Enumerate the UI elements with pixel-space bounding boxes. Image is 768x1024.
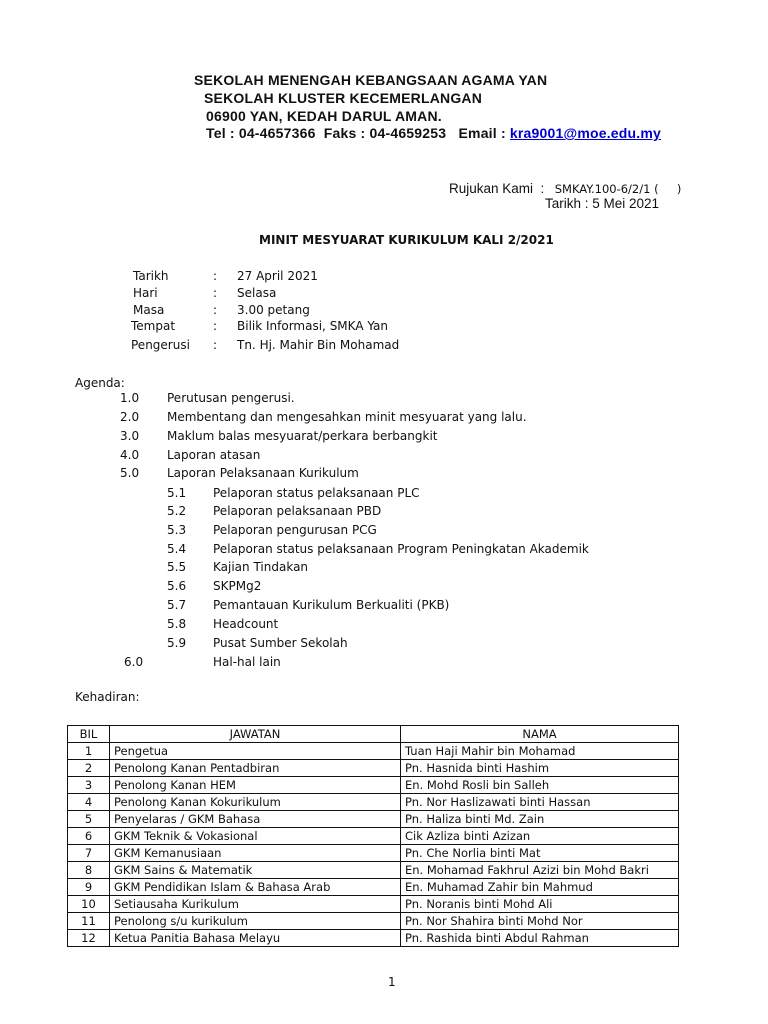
- row-name: Pn. Haliza binti Md. Zain: [401, 811, 679, 828]
- detail-value: Selasa: [237, 286, 277, 300]
- agenda-heading: Agenda:: [75, 376, 125, 390]
- detail-value: Tn. Hj. Mahir Bin Mohamad: [237, 338, 400, 352]
- row-name: Pn. Hasnida binti Hashim: [401, 760, 679, 777]
- row-position: GKM Sains & Matematik: [110, 862, 401, 879]
- email-link[interactable]: kra9001@moe.edu.my: [509, 125, 662, 141]
- row-number: 4: [68, 794, 110, 811]
- agenda-subnumber: 5.6: [167, 579, 187, 593]
- row-number: 3: [68, 777, 110, 794]
- attendance-heading: Kehadiran:: [75, 690, 140, 704]
- agenda-subitem: Kajian Tindakan: [213, 560, 309, 574]
- agenda-subitem: Pelaporan pelaksanaan PBD: [213, 504, 382, 518]
- table-row: [68, 794, 679, 811]
- row-position: GKM Pendidikan Islam & Bahasa Arab: [110, 879, 401, 896]
- reference-label: Rujukan Kami :: [449, 181, 545, 196]
- row-position: Penolong Kanan HEM: [110, 777, 401, 794]
- contact-text: Tel : 04-4657366 Faks : 04-4659253 Email :: [206, 125, 510, 141]
- row-name: En. Mohamad Fakhrul Azizi bin Mohd Bakri: [401, 862, 679, 879]
- detail-separator: :: [213, 286, 218, 300]
- table-row: [68, 777, 679, 794]
- row-number: 5: [68, 811, 110, 828]
- detail-label: Tarikh: [133, 269, 169, 283]
- agenda-subitem: Pelaporan status pelaksanaan Program Peningkatan Akademik: [213, 542, 589, 556]
- agenda-number: 3.0: [120, 429, 140, 443]
- table-row: [68, 743, 679, 760]
- row-position: Ketua Panitia Bahasa Melayu: [110, 930, 401, 947]
- row-name: Pn. Nor Shahira binti Mohd Nor: [401, 913, 679, 930]
- row-position: Penolong s/u kurikulum: [110, 913, 401, 930]
- agenda-subitem: Pelaporan status pelaksanaan PLC: [213, 486, 420, 500]
- table-row: [68, 879, 679, 896]
- school-name: SEKOLAH MENENGAH KEBANGSAAN AGAMA YAN: [194, 72, 548, 88]
- agenda-subnumber: 5.7: [167, 598, 187, 612]
- column-header: BIL: [68, 726, 110, 743]
- agenda-number: 4.0: [120, 448, 140, 462]
- agenda-item: Hal-hal lain: [213, 655, 281, 669]
- detail-value: Bilik Informasi, SMKA Yan: [237, 319, 388, 333]
- agenda-subnumber: 5.8: [167, 617, 187, 631]
- agenda-item: Maklum balas mesyuarat/perkara berbangkit: [167, 429, 438, 443]
- detail-separator: :: [213, 338, 218, 352]
- row-number: 1: [68, 743, 110, 760]
- row-name: Tuan Haji Mahir bin Mohamad: [401, 743, 679, 760]
- table-row: [68, 930, 679, 947]
- row-position: GKM Kemanusiaan: [110, 845, 401, 862]
- detail-label: Pengerusi: [131, 338, 190, 352]
- row-number: 8: [68, 862, 110, 879]
- row-position: Pengetua: [110, 743, 401, 760]
- row-number: 12: [68, 930, 110, 947]
- agenda-item: Laporan Pelaksanaan Kurikulum: [167, 466, 359, 480]
- row-name: En. Muhamad Zahir bin Mahmud: [401, 879, 679, 896]
- agenda-item: Membentang dan mengesahkan minit mesyuarat yang lalu.: [167, 410, 527, 424]
- agenda-subitem: Headcount: [213, 617, 279, 631]
- table-row: [68, 862, 679, 879]
- table-row: [68, 760, 679, 777]
- row-name: Pn. Rashida binti Abdul Rahman: [401, 930, 679, 947]
- column-header: NAMA: [401, 726, 679, 743]
- row-number: 2: [68, 760, 110, 777]
- agenda-subitem: Pelaporan pengurusan PCG: [213, 523, 377, 537]
- row-position: Penolong Kanan Kokurikulum: [110, 794, 401, 811]
- agenda-subitem: Pemantauan Kurikulum Berkualiti (PKB): [213, 598, 450, 612]
- row-position: Penyelaras / GKM Bahasa: [110, 811, 401, 828]
- reference-date: Tarikh : 5 Mei 2021: [545, 196, 660, 211]
- agenda-subitem: SKPMg2: [213, 579, 262, 593]
- reference-number: SMKAY.100-6/2/1 ( ): [554, 182, 682, 196]
- page-number: 1: [388, 975, 396, 989]
- row-number: 9: [68, 879, 110, 896]
- row-position: Setiausaha Kurikulum: [110, 896, 401, 913]
- detail-label: Masa: [133, 303, 165, 317]
- detail-separator: :: [213, 303, 218, 317]
- row-number: 7: [68, 845, 110, 862]
- row-number: 11: [68, 913, 110, 930]
- detail-label: Hari: [133, 286, 158, 300]
- row-name: Cik Azliza binti Azizan: [401, 828, 679, 845]
- agenda-item: Laporan atasan: [167, 448, 261, 462]
- school-contact: [206, 125, 661, 141]
- school-address: 06900 YAN, KEDAH DARUL AMAN.: [206, 108, 442, 124]
- detail-value: 3.00 petang: [237, 303, 310, 317]
- row-number: 10: [68, 896, 110, 913]
- detail-label: Tempat: [131, 319, 176, 333]
- table-row: [68, 811, 679, 828]
- agenda-number: 2.0: [120, 410, 140, 424]
- table-row: [68, 913, 679, 930]
- agenda-subnumber: 5.1: [167, 486, 187, 500]
- row-name: Pn. Nor Haslizawati binti Hassan: [401, 794, 679, 811]
- row-position: GKM Teknik & Vokasional: [110, 828, 401, 845]
- agenda-subnumber: 5.3: [167, 523, 187, 537]
- agenda-subnumber: 5.4: [167, 542, 187, 556]
- school-cluster: SEKOLAH KLUSTER KECEMERLANGAN: [204, 90, 483, 106]
- agenda-number: 5.0: [120, 466, 140, 480]
- agenda-subnumber: 5.9: [167, 636, 187, 650]
- row-name: Pn. Che Norlia binti Mat: [401, 845, 679, 862]
- row-name: Pn. Noranis binti Mohd Ali: [401, 896, 679, 913]
- agenda-number: 6.0: [124, 655, 144, 669]
- attendance-table: [67, 725, 679, 947]
- detail-separator: :: [213, 269, 218, 283]
- table-row: [68, 828, 679, 845]
- agenda-number: 1.0: [120, 391, 140, 405]
- row-position: Penolong Kanan Pentadbiran: [110, 760, 401, 777]
- agenda-subnumber: 5.5: [167, 560, 187, 574]
- agenda-subitem: Pusat Sumber Sekolah: [213, 636, 348, 650]
- detail-separator: :: [213, 319, 218, 333]
- agenda-subnumber: 5.2: [167, 504, 187, 518]
- table-header-row: [68, 726, 679, 743]
- table-row: [68, 845, 679, 862]
- column-header: JAWATAN: [110, 726, 401, 743]
- table-row: [68, 896, 679, 913]
- row-number: 6: [68, 828, 110, 845]
- page-title: MINIT MESYUARAT KURIKULUM KALI 2/2021: [259, 233, 554, 247]
- row-name: En. Mohd Rosli bin Salleh: [401, 777, 679, 794]
- detail-value: 27 April 2021: [237, 269, 318, 283]
- agenda-item: Perutusan pengerusi.: [167, 391, 295, 405]
